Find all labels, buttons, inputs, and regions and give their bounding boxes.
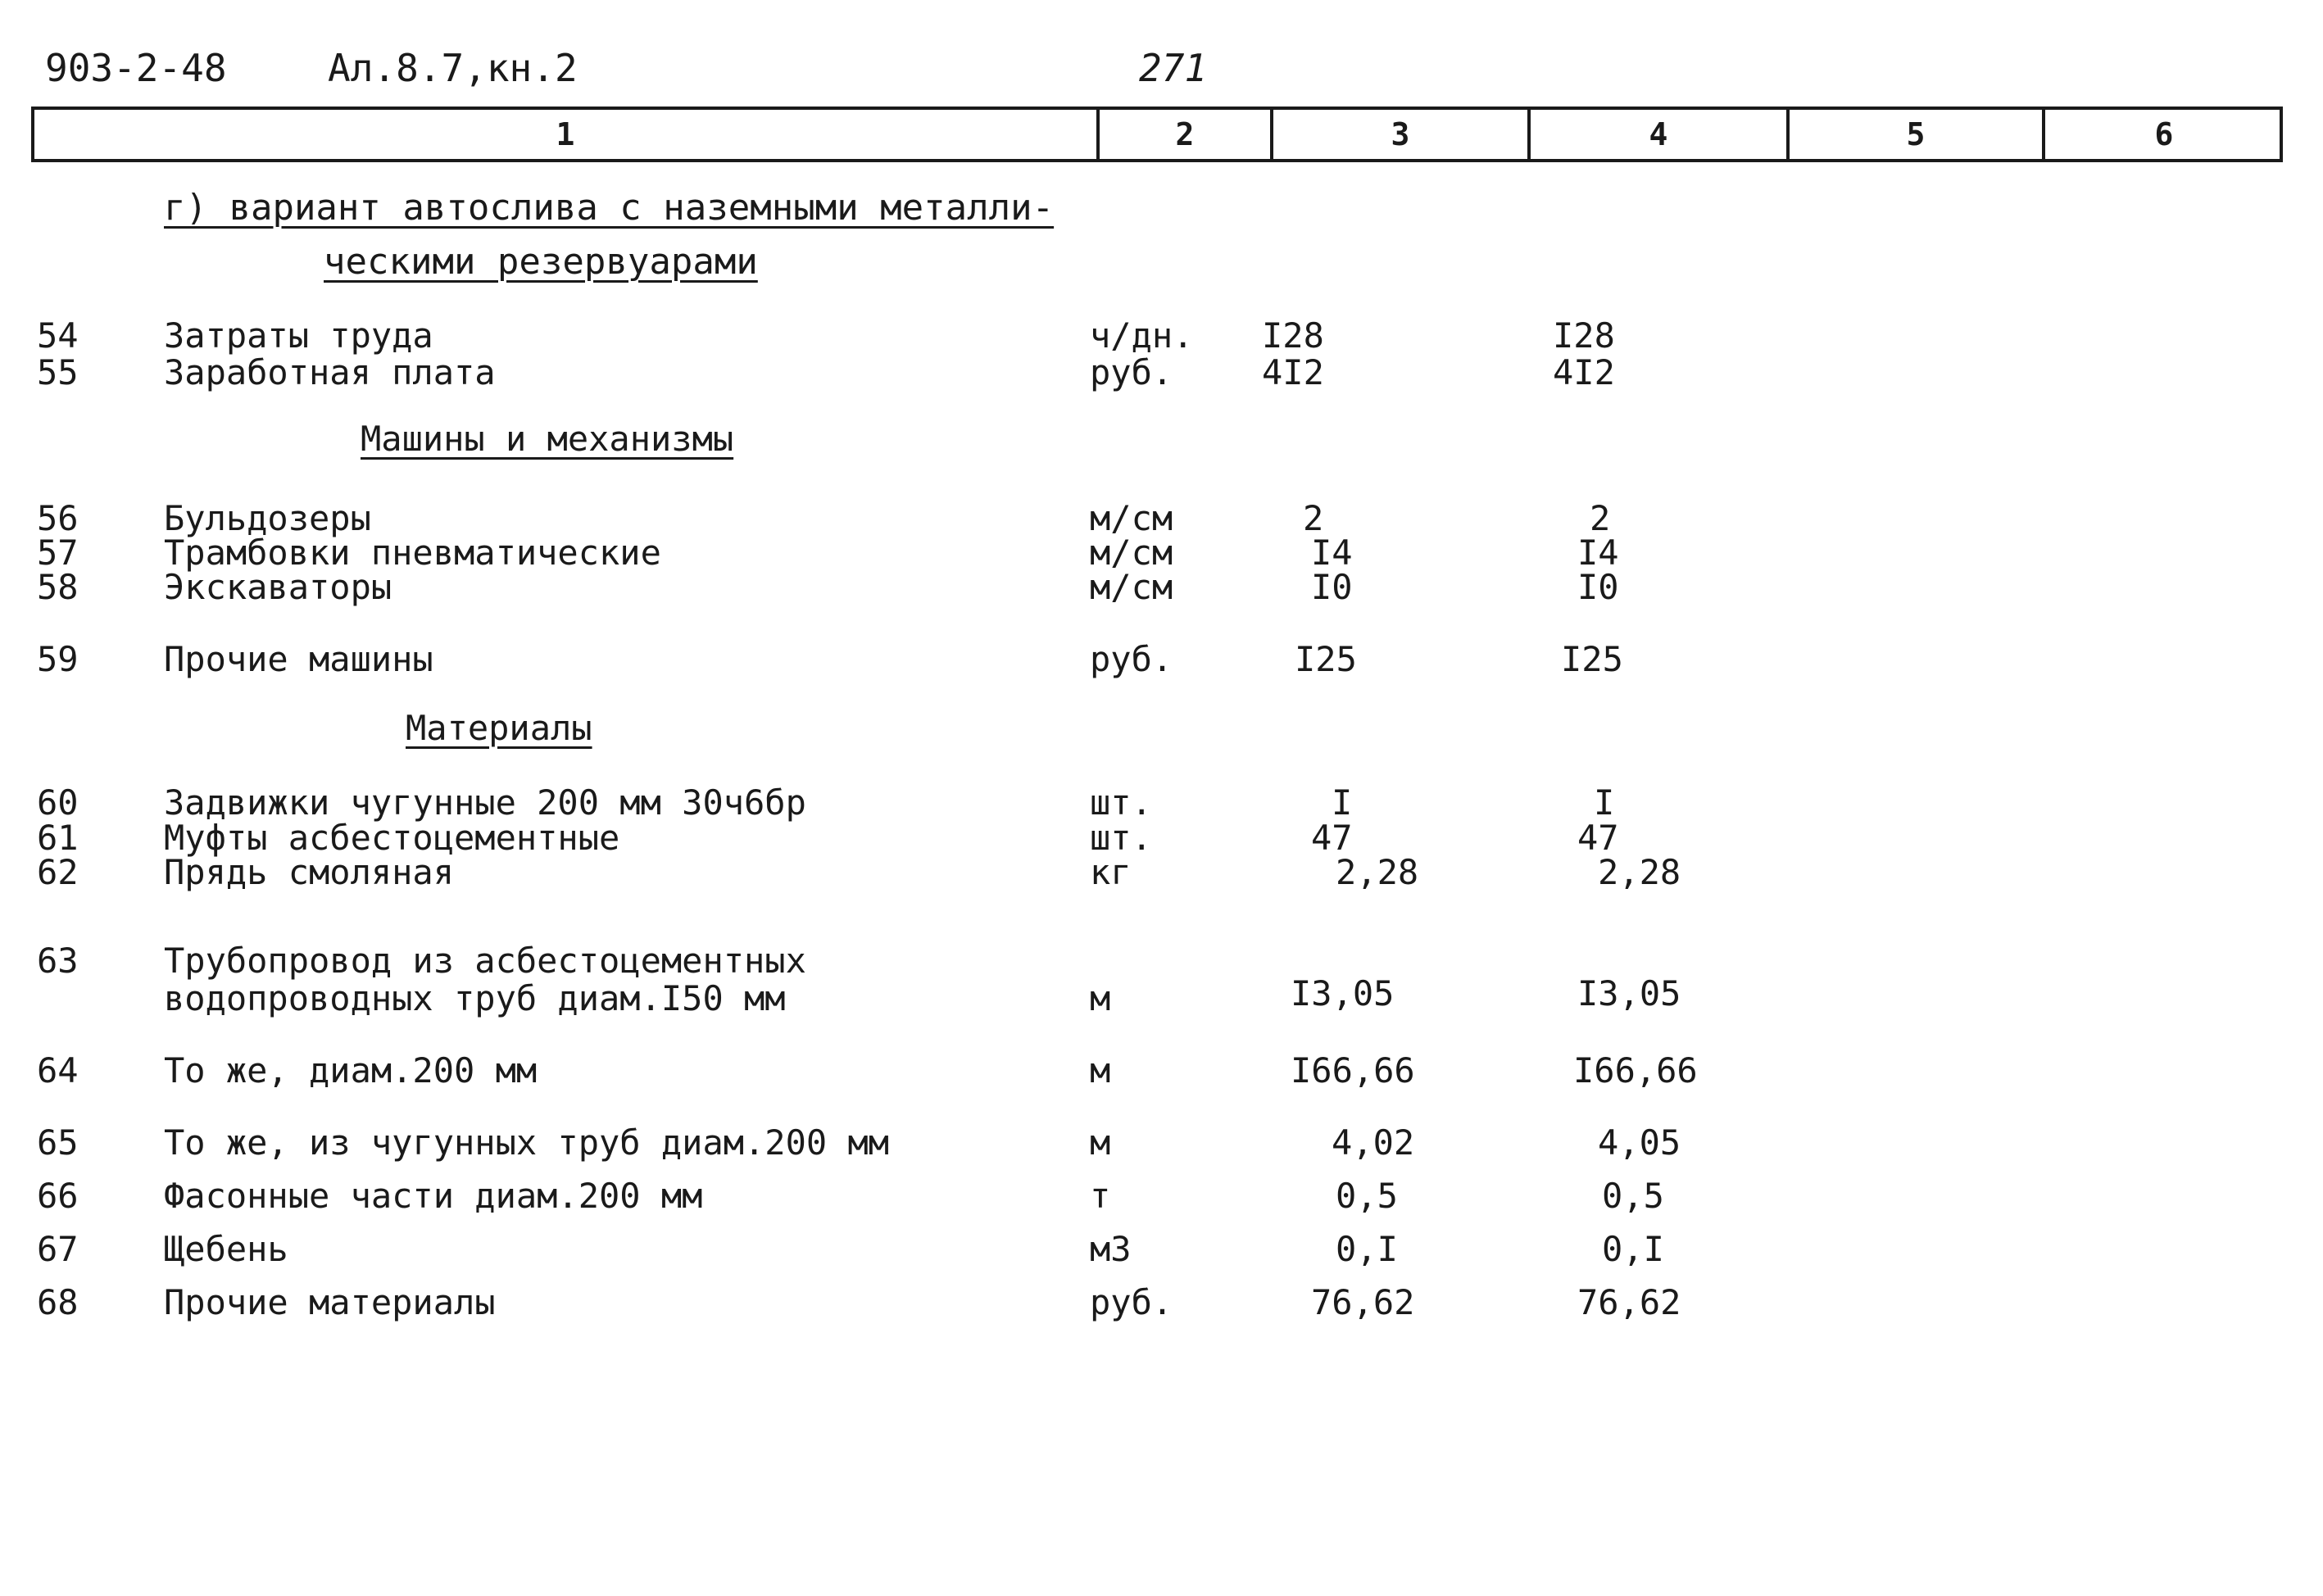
table-row (0, 315, 2323, 356)
table-row (0, 1122, 2323, 1163)
row-name: Муфты асбестоцементные (164, 818, 620, 858)
row-name: Экскаваторы (164, 567, 392, 607)
column-header-5: 5 (1786, 110, 2042, 159)
row-unit: руб. (1090, 639, 1173, 679)
row-unit: руб. (1090, 1282, 1173, 1322)
row-name: Прочие материалы (164, 1282, 496, 1322)
row-number: 59 (37, 639, 79, 679)
row-value-col3: I66,66 (1291, 1050, 1415, 1090)
row-number: 56 (37, 498, 79, 538)
row-value-col4: I0 (1577, 567, 1619, 607)
row-number: 57 (37, 533, 79, 573)
row-value-col4: 4I2 (1553, 352, 1615, 392)
row-value-col3: I3,05 (1291, 973, 1395, 1013)
column-header-3: 3 (1270, 110, 1527, 159)
row-name: Затраты труда (164, 315, 433, 356)
row-name: Бульдозеры (164, 498, 371, 538)
row-value-col4: I28 (1553, 315, 1615, 356)
row-value-col4: 76,62 (1577, 1282, 1681, 1322)
row-value-col3: 0,I (1336, 1229, 1398, 1269)
section-title-line2: ческими резервуарами (324, 241, 758, 283)
table-row (0, 852, 2323, 890)
row-name-continued: водопроводных труб диам.I50 мм (164, 978, 786, 1018)
subhead-machines: Машины и механизмы (361, 419, 734, 459)
table-row (0, 1229, 2323, 1267)
row-value-col3: 47 (1311, 818, 1353, 858)
row-number: 60 (37, 782, 79, 823)
row-number: 55 (37, 352, 79, 392)
table-row (0, 1050, 2323, 1088)
column-header-1: 1 (556, 116, 575, 152)
row-unit: кг (1090, 852, 1132, 892)
page-number: 271 (1139, 46, 1208, 90)
row-value-col4: 2 (1590, 498, 1611, 538)
row-number: 62 (37, 852, 79, 892)
row-value-col3: I4 (1311, 533, 1353, 573)
row-value-col3: I (1332, 782, 1353, 823)
table-row (0, 1282, 2323, 1320)
table-row (0, 782, 2323, 823)
row-value-col4: 4,05 (1598, 1122, 1681, 1163)
row-unit: м/см (1090, 498, 1173, 538)
row-number: 68 (37, 1282, 79, 1322)
row-value-col3: I0 (1311, 567, 1353, 607)
row-unit: ч/дн. (1090, 315, 1194, 356)
row-value-col4: I25 (1561, 639, 1623, 679)
row-value-col3: 2,28 (1336, 852, 1419, 892)
document-code: 903-2-48 (45, 46, 227, 90)
row-value-col4: 0,I (1602, 1229, 1664, 1269)
row-number: 64 (37, 1050, 79, 1090)
row-unit: м (1090, 1122, 1111, 1163)
column-header-6: 6 (2042, 110, 2283, 159)
row-unit: м (1090, 978, 1111, 1018)
row-value-col3: 4,02 (1332, 1122, 1415, 1163)
row-number: 63 (37, 941, 79, 981)
table-row (0, 352, 2323, 390)
row-value-col4: 0,5 (1602, 1176, 1664, 1216)
row-name: То же, из чугунных труб диам.200 мм (164, 1122, 890, 1163)
row-value-col3: 0,5 (1336, 1176, 1398, 1216)
section-title-line1 (164, 187, 1055, 229)
row-number: 65 (37, 1122, 79, 1163)
row-unit: шт. (1090, 818, 1152, 858)
row-unit: м (1090, 1050, 1111, 1090)
row-value-col3: 2 (1303, 498, 1324, 538)
table-row (0, 639, 2323, 677)
column-header-4: 4 (1527, 110, 1786, 159)
row-unit: м/см (1090, 567, 1173, 607)
row-name: Щебень (164, 1229, 288, 1269)
table-row (0, 533, 2323, 573)
row-value-col3: I28 (1262, 315, 1324, 356)
row-unit: м/см (1090, 533, 1173, 573)
row-number: 67 (37, 1229, 79, 1269)
row-value-col4: I66,66 (1573, 1050, 1698, 1090)
table-row (0, 818, 2323, 858)
row-number: 54 (37, 315, 79, 356)
row-name: Трубопровод из асбестоцементных (164, 941, 806, 981)
row-name: Прядь смоляная (164, 852, 455, 892)
table-row (0, 1176, 2323, 1216)
album-reference: Ал.8.7,кн.2 (328, 46, 578, 90)
row-number: 58 (37, 567, 79, 607)
column-number-row (31, 107, 2283, 162)
row-value-col3: 76,62 (1311, 1282, 1415, 1322)
row-unit: руб. (1090, 352, 1173, 392)
row-number: 66 (37, 1176, 79, 1216)
row-value-col4: 47 (1577, 818, 1619, 858)
table-row (0, 941, 2323, 1016)
table-row (0, 498, 2323, 536)
row-name: Задвижки чугунные 200 мм 30ч6бр (164, 782, 806, 823)
row-unit: т (1090, 1176, 1111, 1216)
column-header-2: 2 (1096, 110, 1270, 159)
row-name: Заработная плата (164, 352, 496, 392)
row-name: Трамбовки пневматические (164, 533, 661, 573)
section-title-text: г) вариант автослива с наземными металли- (164, 187, 1055, 229)
row-value-col4: I3,05 (1577, 973, 1681, 1013)
row-value-col4: 2,28 (1598, 852, 1681, 892)
table-row (0, 567, 2323, 605)
row-value-col3: 4I2 (1262, 352, 1324, 392)
row-unit: м3 (1090, 1229, 1132, 1269)
row-value-col4: I4 (1577, 533, 1619, 573)
row-unit: шт. (1090, 782, 1152, 823)
row-name: Прочие машины (164, 639, 433, 679)
subhead-materials: Материалы (406, 708, 592, 748)
row-name: Фасонные части диам.200 мм (164, 1176, 703, 1216)
row-name: То же, диам.200 мм (164, 1050, 538, 1090)
row-value-col4: I (1594, 782, 1615, 823)
row-number: 61 (37, 818, 79, 858)
row-value-col3: I25 (1295, 639, 1357, 679)
